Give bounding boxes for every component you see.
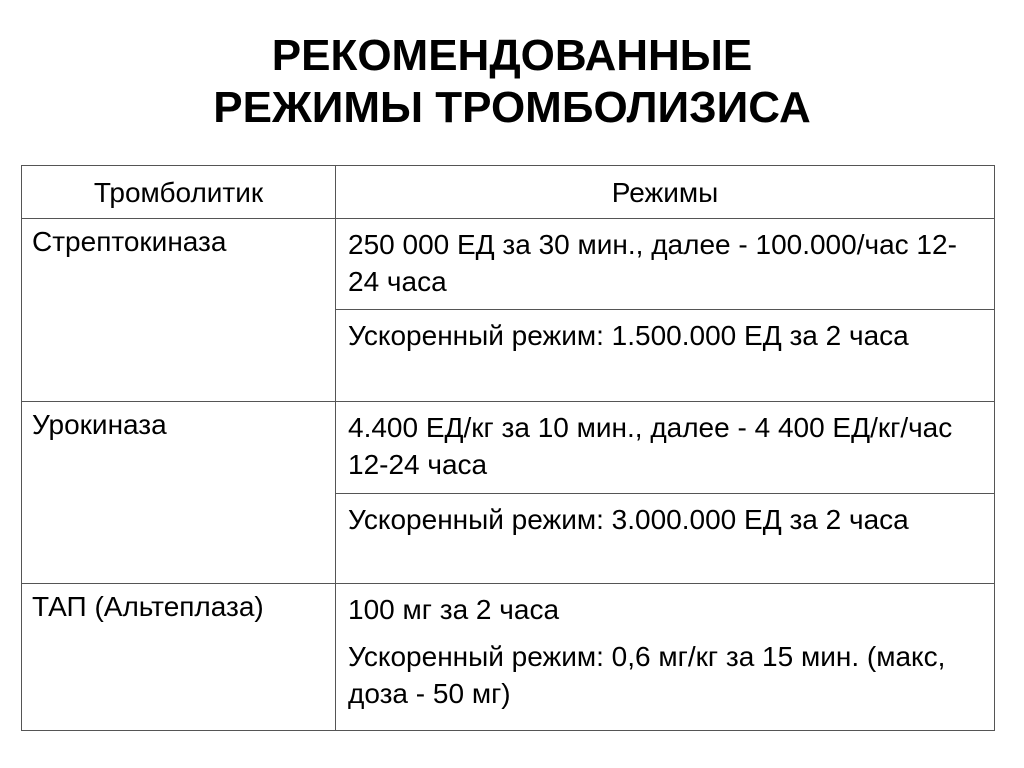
page-title	[0, 30, 1024, 134]
table-row	[22, 584, 995, 632]
thrombolysis-regimens-table	[21, 165, 995, 731]
title-line-1: РЕКОМЕНДОВАННЫЕ	[271, 31, 753, 80]
regimen-accelerated: Ускоренный режим: 0,6 мг/кг за 15 мин. (макс, доза - 50 мг)	[336, 631, 995, 731]
header-regimens: Режимы	[336, 166, 995, 219]
drug-name-urokinase: Урокиназа	[22, 402, 336, 584]
regimen-standard: 100 мг за 2 часа	[336, 584, 995, 632]
table-header-row	[22, 166, 995, 219]
title-line-2: РЕЖИМЫ ТРОМБОЛИЗИСА	[213, 83, 811, 132]
table-row	[22, 402, 995, 494]
table-row	[22, 219, 995, 310]
regimen-accelerated: Ускоренный режим: 3.000.000 ЕД за 2 часа	[336, 494, 995, 584]
regimen-standard: 250 000 ЕД за 30 мин., далее - 100.000/час 12-24 часа	[336, 219, 995, 310]
regimen-standard: 4.400 ЕД/кг за 10 мин., далее - 4 400 ЕД/кг/час 12-24 часа	[336, 402, 995, 494]
header-drug: Тромболитик	[22, 166, 336, 219]
regimen-accelerated: Ускоренный режим: 1.500.000 ЕД за 2 часа	[336, 310, 995, 402]
drug-name-streptokinase: Стрептокиназа	[22, 219, 336, 402]
drug-name-alteplase: ТАП (Альтеплаза)	[22, 584, 336, 731]
